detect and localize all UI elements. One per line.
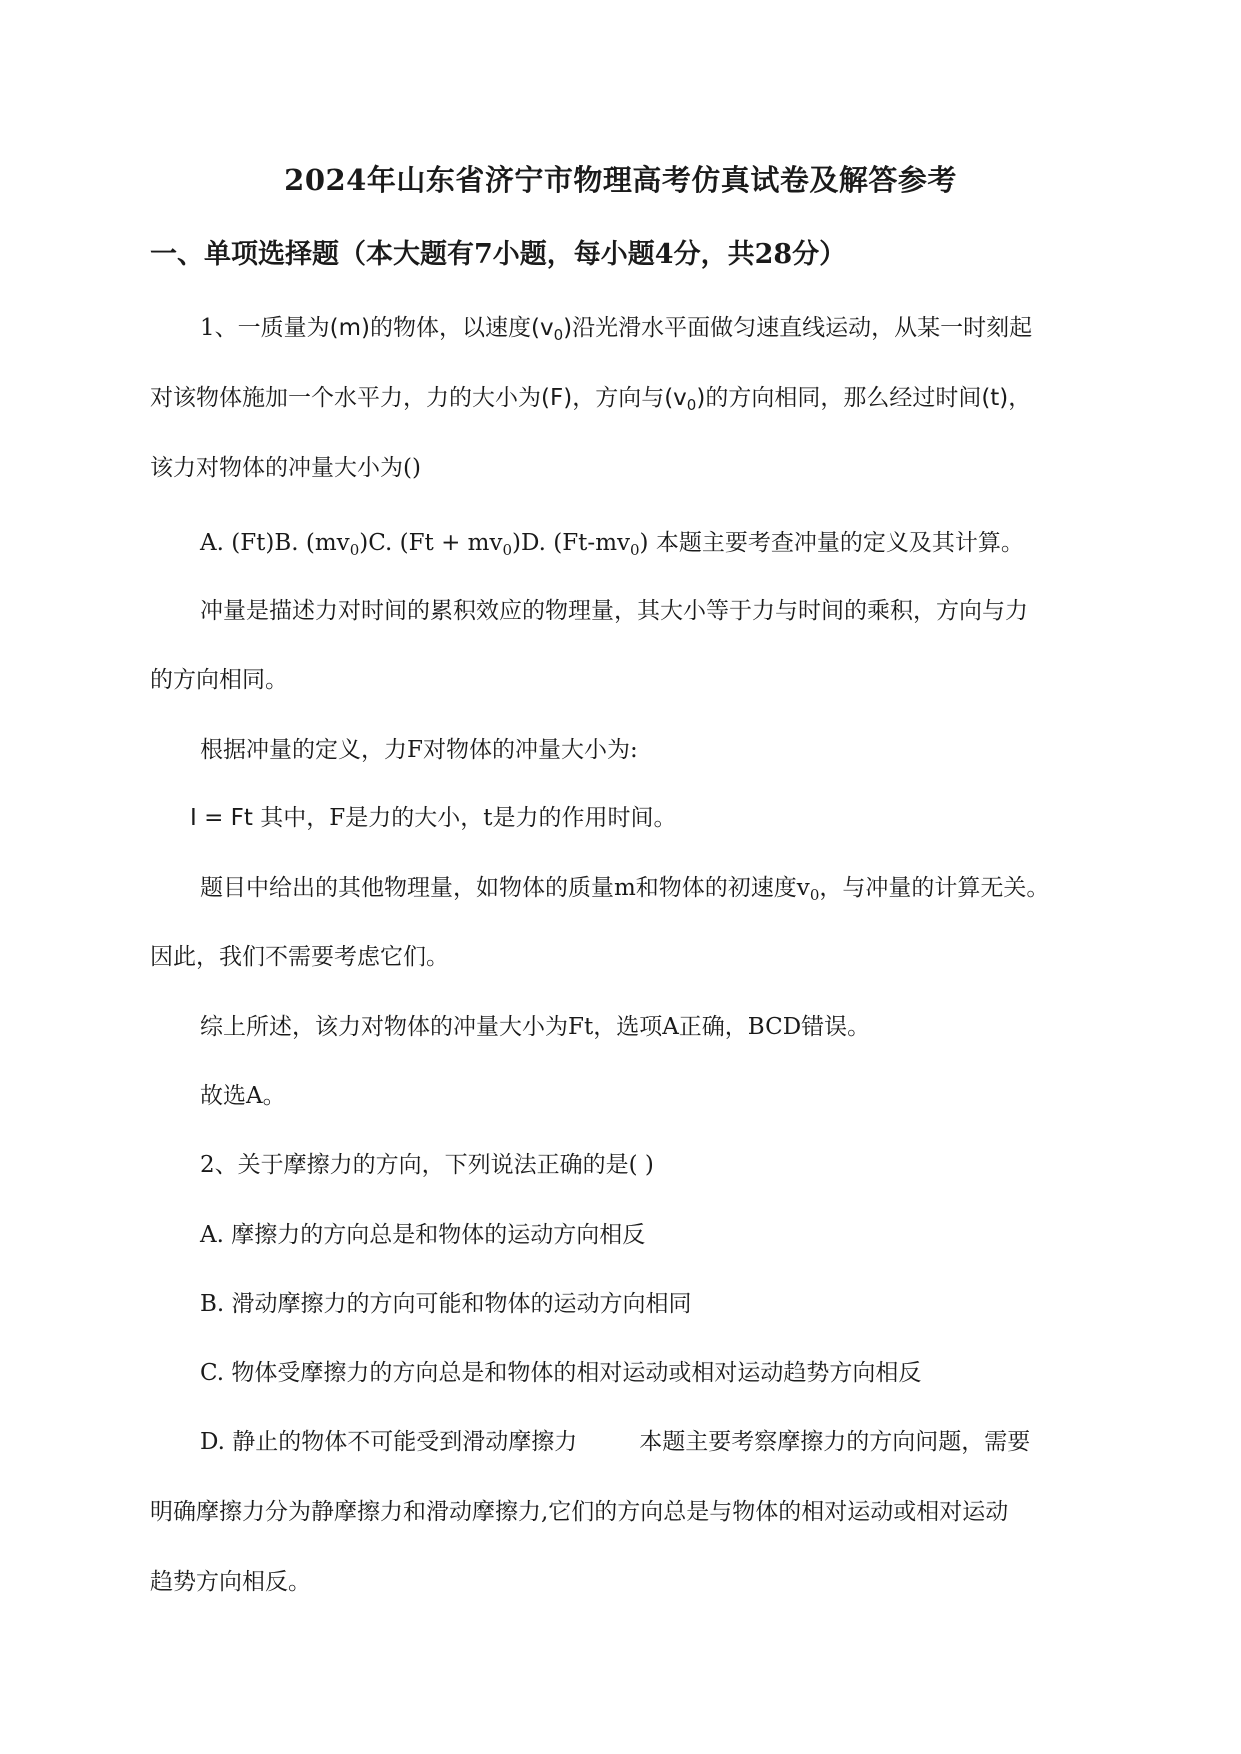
text: 的物体，以速度 xyxy=(370,315,531,341)
text: ) xyxy=(563,315,573,341)
q1-answer: 故选A。 xyxy=(200,1083,286,1109)
math-t: (t) xyxy=(981,385,1009,411)
text: 的方向相同，那么经过时间 xyxy=(705,385,982,411)
section-heading: 一、单项选择题（本大题有7小题，每小题4分，共28分） xyxy=(150,239,847,270)
math-F: (F) xyxy=(541,385,573,411)
text: (v xyxy=(531,315,554,341)
q2-explanation-1: 明确摩擦力分为静摩擦力和滑动摩擦力,它们的方向总是与物体的相对运动或相对运动 xyxy=(150,1499,1009,1525)
q2-option-d xyxy=(200,1426,1030,1458)
q2-option-c: C. 物体受摩擦力的方向总是和物体的相对运动或相对运动趋势方向相反 xyxy=(200,1360,922,1386)
document-title: 2024年山东省济宁市物理高考仿真试卷及解答参考 xyxy=(284,163,957,197)
q1-line-1 xyxy=(200,312,1032,344)
q2-option-b: B. 滑动摩擦力的方向可能和物体的运动方向相同 xyxy=(200,1291,692,1317)
subscript: 0 xyxy=(502,541,513,559)
text: ，方向与 xyxy=(572,385,665,411)
text: 1、一质量为 xyxy=(200,315,330,341)
q1-explanation-1: 冲量是描述力对时间的累积效应的物理量，其大小等于力与时间的乘积，方向与力 xyxy=(200,598,1028,624)
q2-option-a: A. 摩擦力的方向总是和物体的运动方向相反 xyxy=(200,1222,646,1248)
q1-line-2 xyxy=(150,382,1031,414)
text: A. (Ft)B. (mv xyxy=(200,530,350,556)
q1-explanation-2: 的方向相同。 xyxy=(150,667,288,693)
q1-formula-line xyxy=(190,802,676,834)
q2-stem: 2、关于摩擦力的方向，下列说法正确的是( ) xyxy=(200,1152,654,1178)
text: 题目中给出的其他物理量，如物体的质量m和物体的初速度v xyxy=(200,875,810,901)
subscript: 0 xyxy=(809,886,820,904)
formula: I = Ft xyxy=(190,805,253,831)
text: D. 静止的物体不可能受到滑动摩擦力 xyxy=(200,1429,578,1455)
text: (v xyxy=(664,385,687,411)
text: 本题主要考查冲量的定义及其计算。 xyxy=(648,530,1024,556)
subscript: 0 xyxy=(630,541,640,559)
math-v0 xyxy=(664,385,706,414)
subscript: 0 xyxy=(686,396,697,414)
q1-explanation-6: 因此，我们不需要考虑它们。 xyxy=(150,944,449,970)
math-m: (m) xyxy=(329,315,370,341)
q1-line-3: 该力对物体的冲量大小为() xyxy=(150,455,421,481)
text: 沿光滑水平面做匀速直线运动，从某一时刻起 xyxy=(572,315,1033,341)
subscript: 0 xyxy=(349,541,360,559)
text: 对该物体施加一个水平力，力的大小为 xyxy=(150,385,541,411)
q1-explanation-7: 综上所述，该力对物体的冲量大小为Ft，选项A正确，BCD错误。 xyxy=(200,1014,871,1040)
text: 其中，F是力的大小，t是力的作用时间。 xyxy=(252,805,677,831)
text: 本题主要考察摩擦力的方向问题，需要 xyxy=(639,1429,1031,1455)
text: ，与冲量的计算无关。 xyxy=(819,875,1050,901)
subscript: 0 xyxy=(553,326,564,344)
math-v0 xyxy=(531,315,573,344)
q1-options xyxy=(200,527,1024,559)
q1-explanation-3: 根据冲量的定义，力F对物体的冲量大小为: xyxy=(200,737,638,763)
text: ) xyxy=(639,530,649,556)
text: )C. (Ft + mv xyxy=(359,530,503,556)
text: ) xyxy=(696,385,706,411)
q2-explanation-2: 趋势方向相反。 xyxy=(150,1569,311,1595)
text: ， xyxy=(1008,385,1032,411)
text: )D. (Ft-mv xyxy=(512,530,630,556)
q1-explanation-5 xyxy=(200,872,1049,904)
